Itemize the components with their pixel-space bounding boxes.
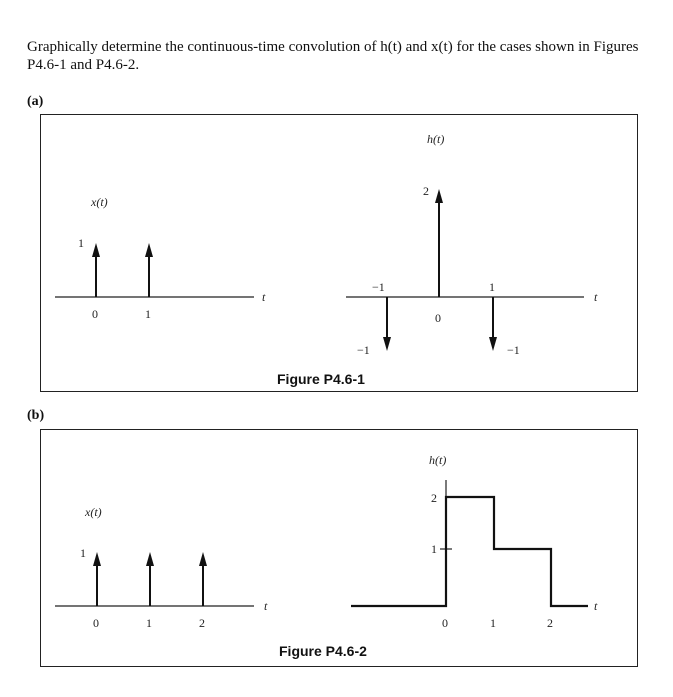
h-step-curve-b [351,497,588,606]
part-a-label: (a) [27,94,44,109]
x-tick-a-0: 0 [92,307,98,321]
h-title-a: h(t) [427,132,445,146]
h-axis-var-a: t [594,290,598,304]
h-impulse-area-label-a-2: −1 [507,343,520,357]
h-impulse-area-label-a-0: −1 [357,343,370,357]
h-xtick-b-0: 0 [442,616,448,630]
x-impulse-area-label-a-0: 1 [78,236,84,250]
caption-a: Figure P4.6-1 [277,371,365,387]
h-ytick-b-1: 1 [431,542,437,556]
x-tick-b-2: 2 [199,616,205,630]
x-impulse-arrow-a-1 [145,243,153,257]
h-plot-a [346,132,598,357]
x-title-a: x(t) [91,195,108,209]
figure-a-svg [41,115,639,393]
h-impulse-arrow-a-0 [383,337,391,351]
x-plot-b [55,505,268,630]
h-plot-b [351,453,598,630]
h-axis-var-b: t [594,599,598,613]
figure-panel-a [40,114,638,392]
x-title-b: x(t) [85,505,102,519]
figure-panel-b [40,429,638,667]
h-tick-a-2: 1 [489,280,495,294]
x-axis-var-b: t [264,599,268,613]
x-impulse-arrow-b-2 [199,552,207,566]
x-tick-a-1: 1 [145,307,151,321]
h-impulse-arrow-a-1 [435,189,443,203]
caption-b: Figure P4.6-2 [279,643,367,659]
h-title-b: h(t) [429,453,447,467]
h-impulse-arrow-a-2 [489,337,497,351]
figure-b-svg [41,430,639,668]
part-b-label: (b) [27,408,45,423]
h-impulse-area-label-a-1: 2 [423,184,429,198]
h-xtick-b-1: 1 [490,616,496,630]
h-ytick-b-2: 2 [431,491,437,505]
problem-statement: Graphically determine the continuous-time convolution of h(t) and x(t) for the cases shown in Figures P4.6-1 and P4.6-2. [27,39,639,73]
x-tick-b-1: 1 [146,616,152,630]
x-axis-var-a: t [262,290,266,304]
h-tick-a-1: 0 [435,311,441,325]
x-impulse-area-label-b-0: 1 [80,546,86,560]
x-impulse-arrow-b-0 [93,552,101,566]
x-impulse-arrow-a-0 [92,243,100,257]
x-plot-a [55,195,266,321]
h-xtick-b-2: 2 [547,616,553,630]
x-tick-b-0: 0 [93,616,99,630]
x-impulse-arrow-b-1 [146,552,154,566]
h-tick-a-0: −1 [372,280,385,294]
